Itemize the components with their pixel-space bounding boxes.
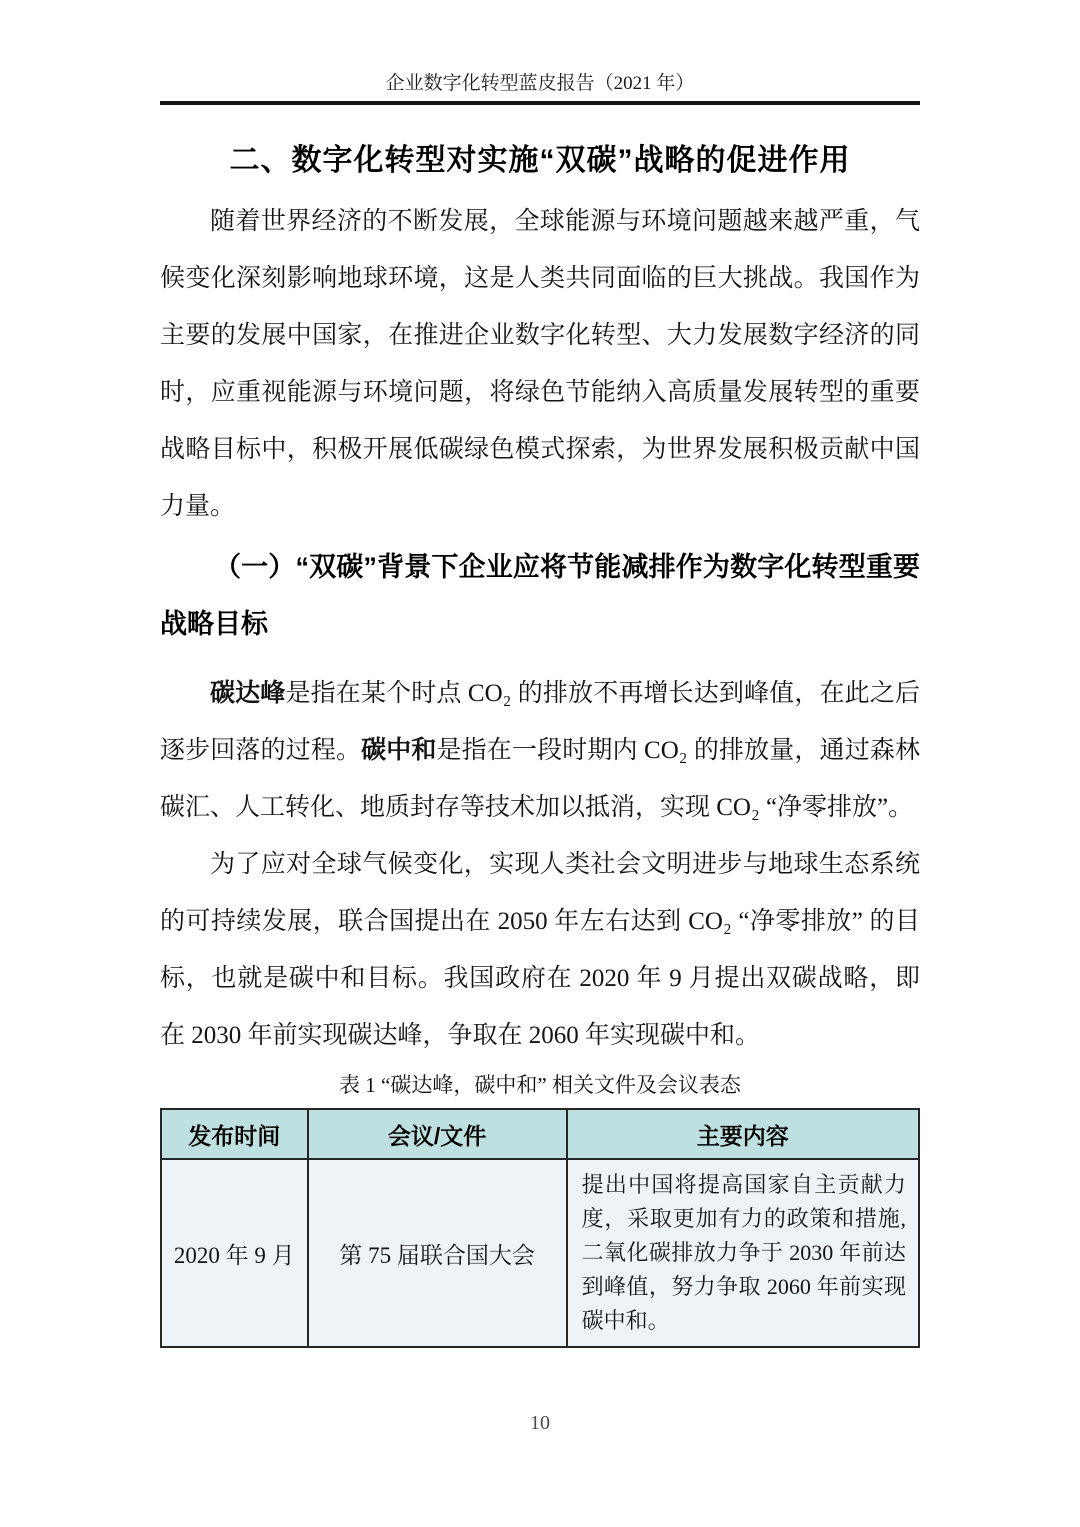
page-number: 10 [530, 1412, 550, 1434]
table-cell: 第 75 届联合国大会 [308, 1159, 567, 1347]
paragraph [160, 836, 920, 1064]
table-header-cell: 主要内容 [567, 1109, 919, 1159]
section-title: 二、数字化转型对实施“双碳”战略的促进作用 [229, 144, 851, 177]
table-header-cell: 发布时间 [161, 1109, 308, 1159]
table-header-cell: 会议/文件 [308, 1109, 567, 1159]
key-term: 碳中和 [361, 736, 437, 764]
text-run: 是指在一段时期内 CO₂ 的排放量，通过森林碳汇、人工转化、地质封存等技术加以抵消，实现 CO₂ “净零排放”。 [160, 737, 920, 821]
intro-paragraphs [160, 193, 920, 535]
text-run: 是指在某个时点 CO₂ 的排放不再增长达到峰值，在此之后逐步回落的过程。 [160, 680, 920, 764]
paragraph [160, 193, 920, 535]
table-cell: 2020 年 9 月 [161, 1159, 308, 1347]
table-row [161, 1159, 919, 1347]
paragraph [160, 665, 920, 836]
table-body [161, 1159, 919, 1347]
header-rule [160, 101, 920, 105]
table-caption: 表 1 “碳达峰，碳中和” 相关文件及会议表态 [339, 1073, 741, 1097]
text-run: 为了应对全球气候变化，实现人类社会文明进步与地球生态系统的可持续发展，联合国提出在 2050 年左右达到 CO₂ “净零排放” 的目标，也就是碳中和目标。我国政府在 2020 年 9 月提出双碳战略，即在 2030 年前实现碳达峰，争取在 2060 年实现碳中和。 [160, 851, 920, 1049]
carbon-policy-table [160, 1108, 920, 1348]
table-header-row [161, 1109, 919, 1159]
report-header-title: 企业数字化转型蓝皮报告（2021 年） [385, 73, 695, 94]
table-head [161, 1109, 919, 1159]
body-paragraphs [160, 665, 920, 1064]
subsection-title: （一）“双碳”背景下企业应将节能减排作为数字化转型重要战略目标 [160, 552, 920, 639]
table-cell: 提出中国将提高国家自主贡献力度，采取更加有力的政策和措施,二氧化碳排放力争于 2030 年前达到峰值，努力争取 2060 年前实现碳中和。 [567, 1159, 919, 1347]
key-term: 碳达峰 [210, 679, 286, 707]
text-run: 随着世界经济的不断发展，全球能源与环境问题越来越严重，气候变化深刻影响地球环境，这是人类共同面临的巨大挑战。我国作为主要的发展中国家，在推进企业数字化转型、大力发展数字经济的同时，应重视能源与环境问题，将绿色节能纳入高质量发展转型的重要战略目标中，积极开展低碳绿色模式探索，为世界发展积极贡献中国力量。 [160, 208, 920, 520]
